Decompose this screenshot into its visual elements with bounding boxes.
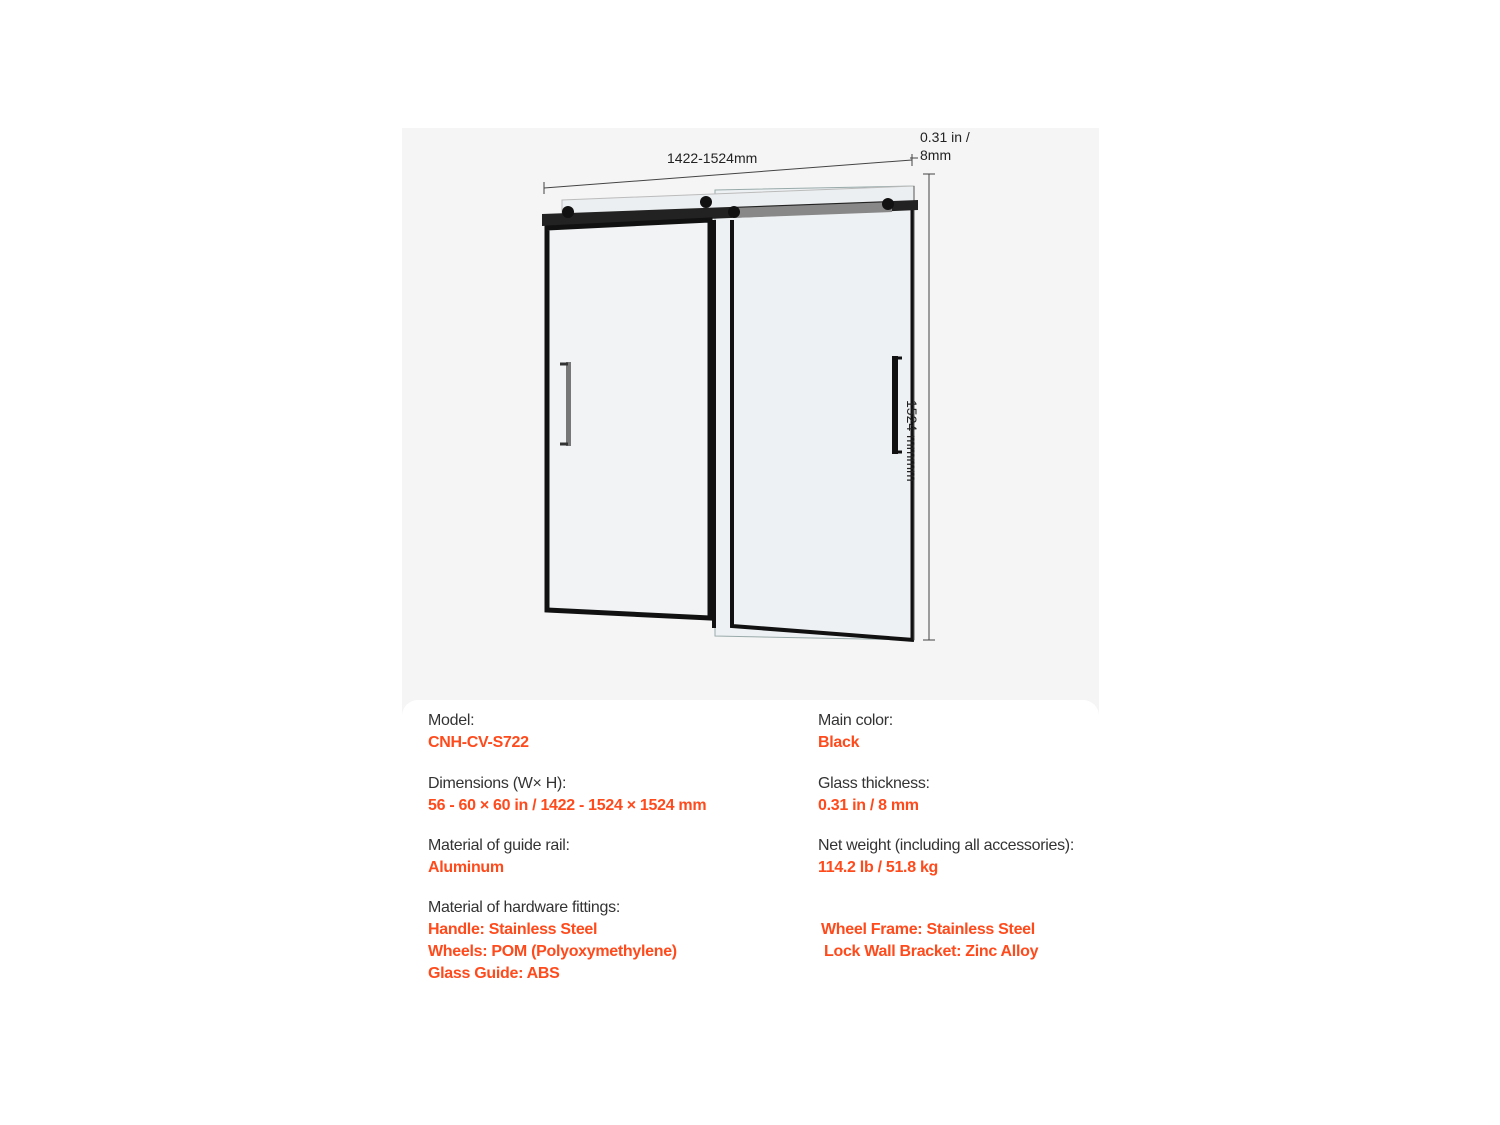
spec-label: Main color:	[818, 712, 893, 729]
roller-wheel	[728, 206, 740, 218]
hardware-item: Wheels: POM (Polyoxymethylene)	[428, 943, 677, 960]
spec-label: Net weight (including all accessories):	[818, 837, 1074, 854]
product-card	[402, 128, 1099, 998]
height-dimension-label: 1524 mmmm	[904, 400, 920, 482]
spec-guide-rail	[428, 835, 570, 879]
door-handle	[892, 356, 898, 454]
width-dimension-label: 1422-1524mm	[667, 150, 758, 166]
spec-label: Model:	[428, 712, 475, 729]
sliding-glass-door	[547, 220, 710, 618]
thickness-label-line1: 0.31 in /	[920, 129, 970, 145]
specifications-panel	[402, 700, 1099, 998]
spec-value: 114.2 lb / 51.8 kg	[818, 859, 939, 876]
shower-door-illustration	[402, 128, 1099, 700]
spec-label: Dimensions (W× H):	[428, 775, 567, 792]
roller-wheel	[882, 198, 894, 210]
hardware-item: Wheel Frame: Stainless Steel	[821, 921, 1035, 938]
shower-door-drawing	[402, 128, 1099, 700]
hardware-item: Glass Guide: ABS	[428, 965, 560, 982]
spec-value: 0.31 in / 8 mm	[818, 797, 919, 814]
spec-label: Glass thickness:	[818, 775, 930, 792]
spec-model	[428, 710, 529, 754]
spec-value: 56 - 60 × 60 in / 1422 - 1524 × 1524 mm	[428, 797, 707, 814]
hardware-item: Handle: Stainless Steel	[428, 921, 598, 938]
spec-net-weight	[818, 835, 1074, 879]
thickness-label-line2: 8mm	[920, 147, 952, 163]
door-handle	[566, 362, 571, 446]
thickness-dimension-label	[920, 128, 970, 164]
spec-value: Aluminum	[428, 859, 504, 876]
roller-wheel	[562, 206, 574, 218]
spec-main-color	[818, 710, 893, 754]
fixed-glass-panel	[715, 186, 914, 640]
spec-label: Material of guide rail:	[428, 837, 570, 854]
hardware-item: Lock Wall Bracket: Zinc Alloy	[824, 943, 1039, 960]
spec-value: Black	[818, 734, 860, 751]
spec-hardware-right	[821, 919, 1038, 963]
roller-wheel	[700, 196, 712, 208]
spec-value: CNH-CV-S722	[428, 734, 529, 751]
spec-dimensions	[428, 773, 706, 817]
spec-label: Material of hardware fittings:	[428, 899, 620, 916]
spec-glass-thickness	[818, 773, 930, 817]
spec-hardware	[428, 897, 677, 985]
